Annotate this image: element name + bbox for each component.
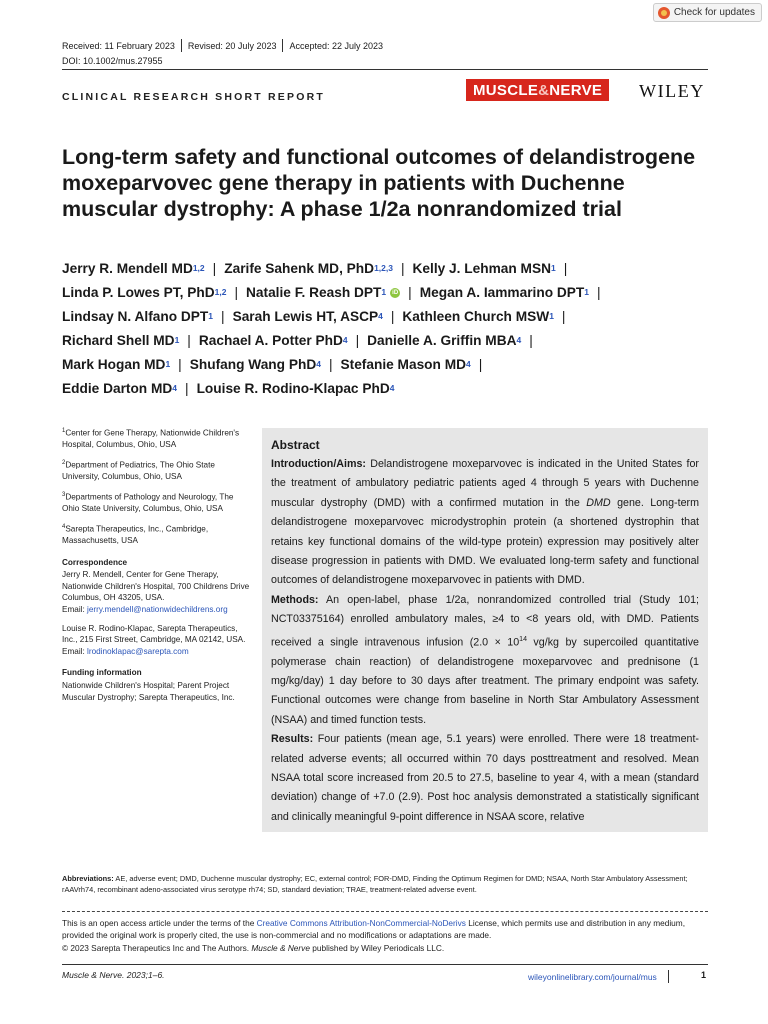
author-separator: | (478, 357, 483, 372)
citation: Muscle & Nerve. 2023;1–6. (62, 970, 165, 980)
author-separator: | (234, 285, 239, 300)
author-separator: | (328, 357, 333, 372)
author[interactable]: Kathleen Church MSW (402, 309, 550, 324)
journal-logo-part: MUSCLE (473, 81, 539, 99)
affiliation (62, 522, 252, 547)
affiliations-sidebar (62, 426, 252, 710)
author-separator: | (178, 357, 182, 372)
check-for-updates-label: Check for updates (673, 7, 755, 18)
author-separator: | (355, 333, 360, 348)
affiliation-ref[interactable]: 4 (466, 359, 471, 369)
affiliation-ref[interactable]: 1 (381, 287, 387, 297)
author-separator: | (563, 261, 568, 276)
email-link[interactable]: lrodinoklapac@sarepta.com (87, 646, 189, 656)
affiliation-ref[interactable]: 1 (208, 311, 213, 321)
footer-rule (62, 964, 708, 965)
abstract-section-label: Methods: (271, 593, 319, 606)
affiliation-number: 3 (62, 491, 66, 498)
author[interactable]: Richard Shell MD (62, 333, 175, 348)
email-label: Email: (62, 646, 88, 656)
author[interactable]: Natalie F. Reash DPT (246, 285, 382, 300)
correspondence-entry (62, 623, 252, 658)
author[interactable]: Mark Hogan MD (62, 357, 166, 372)
author-list (62, 257, 722, 401)
correspondence-address: Louise R. Rodino-Klapac, Sarepta Therapeutics, Inc., 215 First Street, Cambridge, MA 02142, USA. (62, 623, 246, 645)
author[interactable]: Jerry R. Mendell MD (62, 261, 193, 276)
journal-logo-part: NERVE (549, 81, 603, 99)
orcid-icon[interactable]: iD (392, 290, 399, 297)
abstract-section-label: Results: (271, 733, 314, 746)
author-separator: | (185, 381, 189, 396)
journal-logo[interactable] (466, 79, 609, 101)
abbreviations (62, 873, 708, 896)
author[interactable]: Danielle A. Griffin MBA (367, 333, 517, 348)
affiliation-text: Department of Pediatrics, The Ohio State University, Columbus, Ohio, USA (62, 460, 215, 482)
author[interactable]: Louise R. Rodino-Klapac PhD (196, 381, 390, 396)
affiliation-ref[interactable]: 1,2 (192, 263, 205, 273)
check-for-updates-button[interactable] (653, 3, 762, 22)
author-separator: | (221, 309, 225, 324)
affiliation-ref[interactable]: 1,2 (214, 287, 227, 297)
author[interactable]: Lindsay N. Alfano DPT (62, 309, 209, 324)
affiliation-ref[interactable]: 1 (165, 359, 171, 369)
journal-name: Muscle & Nerve (251, 942, 310, 953)
author[interactable]: Kelly J. Lehman MSN (412, 261, 551, 276)
revised-date: Revised: 20 July 2023 (187, 40, 277, 51)
affiliation-ref[interactable]: 1 (584, 287, 589, 297)
affiliation-ref[interactable]: 1 (174, 335, 180, 345)
affiliation-ref[interactable]: 1 (550, 263, 556, 273)
affiliation-ref[interactable]: 1,2,3 (374, 263, 393, 273)
received-date: Received: 11 February 2023 (62, 40, 175, 51)
author-separator: | (390, 309, 395, 324)
author[interactable]: Sarah Lewis HT, ASCP (232, 309, 379, 324)
abstract-gene-name: DMD (586, 496, 611, 509)
abstract-heading: Abstract (271, 438, 320, 452)
correspondence-entry (62, 569, 252, 615)
license-text: This is an open access article under the terms of the (62, 918, 257, 928)
author-separator: | (596, 285, 601, 300)
correspondence-address: Jerry R. Mendell, Center for Gene Therapy, Nationwide Children's Hospital, 700 Childrens Drive Columbus, OH 43205, USA. (62, 570, 250, 603)
correspondence-heading: Correspondence (62, 557, 128, 567)
author-separator: | (408, 285, 412, 300)
journal-url-wrap (528, 970, 669, 983)
email-link[interactable]: jerry.mendell@nationwidechildrens.org (87, 605, 228, 615)
journal-url[interactable]: wileyonlinelibrary.com/journal/mus (528, 971, 657, 982)
open-access-notice (62, 917, 708, 954)
abstract-text: Delandistrogene moxeparvovec is indicated in the United States for the treatment of ambulatory pediatric patients aged 4 through 5 years with Duchenne muscular dystrophy (DMD) with a confirmed mutation in the (271, 458, 699, 509)
page-number: 1 (701, 970, 707, 980)
article-dates (62, 39, 383, 52)
abstract-box (262, 428, 708, 832)
affiliation-ref[interactable]: 4 (172, 383, 177, 393)
abbreviations-text: AE, adverse event; DMD, Duchenne muscular dystrophy; EC, external control; FOR-DMD, Finding the Optimum Regimen for DMD; NSAA, North Star Ambulatory Assessment; rAAVrh74, recombinant adeno-associated virus serotype rh74; SD, standard deviation; TRAE, treatment-related adverse event. (62, 874, 688, 895)
abbreviations-label: Abbreviations: (62, 874, 114, 883)
copyright-text: published by Wiley Periodicals LLC. (309, 942, 445, 953)
author[interactable]: Shufang Wang PhD (189, 357, 317, 372)
affiliation-ref[interactable]: 4 (389, 383, 395, 393)
affiliation-ref[interactable]: 4 (378, 311, 383, 321)
abstract-results (271, 730, 699, 827)
crossmark-icon (658, 7, 670, 19)
abstract-text: vg/kg by supercoiled quantitative polymerase chain reaction) of delandistrogene moxeparvovec and prednisone (1 mg/kg/day) 1 day before to 30 days after treatment. The primary endpoint was safety. Functional outcomes were change from baseline in North Star Ambulatory Assessment (NSAA) and timed function tests. (271, 636, 699, 726)
affiliation-text: Departments of Pathology and Neurology, The Ohio State University, Columbus, Ohio, USA (62, 492, 234, 514)
author[interactable]: Rachael A. Potter PhD (198, 333, 343, 348)
author[interactable]: Stefanie Mason MD (340, 357, 466, 372)
abstract-section-label: Introduction/Aims: (271, 458, 366, 470)
author[interactable]: Megan A. Iammarino DPT (419, 285, 585, 300)
date-divider (282, 39, 283, 52)
journal-logo-amp: & (538, 81, 550, 99)
dashed-divider (62, 911, 708, 912)
author[interactable]: Zarife Sahenk MD, PhD (224, 261, 375, 276)
email-label: Email: (62, 605, 88, 615)
abstract-text: Four patients (mean age, 5.1 years) were enrolled. There were 18 treatment-related adverse events; all occurred within 70 days posttreatment and resolved. Mean NSAA total score increased from 20.5 to 27.5, baseline to year 4, with a mean (standard deviation) change of +7.0 (2.9). Post hoc analysis demonstrated a statistically significant and clinically meaningful 9-point difference in NSAA score, relative (271, 733, 699, 823)
author-separator: | (187, 333, 191, 348)
exponent: 14 (519, 635, 527, 643)
funding-text: Nationwide Children's Hospital; Parent Project Muscular Dystrophy; Sarepta Therapeutics, Inc. (62, 681, 235, 702)
license-text: License, which permits use and distribution in any medium, provided the original work is properly cited, the use is non-commercial and no modifications or adaptations are made. (62, 918, 686, 941)
affiliation-number: 4 (62, 523, 66, 530)
affiliation (62, 426, 252, 451)
affiliation-text: Center for Gene Therapy, Nationwide Children's Hospital, Columbus, Ohio, USA (62, 428, 240, 450)
affiliation-ref[interactable]: 1 (549, 311, 554, 321)
funding-heading: Funding information (62, 668, 142, 678)
author[interactable]: Eddie Darton MD (62, 381, 173, 396)
article-title: Long-term safety and functional outcomes of delandistrogene moxeparvovec gene therapy in patients with Duchenne muscular dystrophy: A phase 1/2a nonrandomized trial (62, 145, 696, 221)
abstract-methods (271, 591, 699, 730)
license-link[interactable]: Creative Commons Attribution-NonCommercial-NoDerivs (256, 918, 466, 928)
affiliation (62, 490, 252, 515)
publisher-logo[interactable]: WILEY (639, 81, 705, 101)
accepted-date: Accepted: 22 July 2023 (289, 40, 384, 51)
abstract-introduction (271, 455, 699, 591)
abstract-text: An open-label, phase 1/2a, nonrandomized controlled trial (Study 101; NCT03375164) enrolled ambulatory males, ≥4 to <8 years old, with DMD. Patients received a single intravenous infusion (2.0 × 10 (271, 593, 699, 649)
doi[interactable]: DOI: 10.1002/mus.27955 (62, 56, 163, 66)
header-rule (62, 69, 708, 70)
abstract-text: gene. Long-term delandistrogene moxeparvovec microdystrophin protein (a shortened dystrophin that retains key functional domains of the wild-type protein) expression may positively alter disease progression in patients with DMD. We evaluated long-term safety and functional outcomes of delandistrogene moxeparvovec in patients with DMD. (271, 496, 699, 587)
author-separator: | (529, 333, 533, 348)
author-separator: | (212, 261, 217, 276)
affiliation-text: Sarepta Therapeutics, Inc., Cambridge, Massachusetts, USA (62, 524, 209, 546)
article-type-label: CLINICAL RESEARCH SHORT REPORT (62, 91, 325, 103)
affiliation-ref[interactable]: 4 (342, 335, 348, 345)
author[interactable]: Linda P. Lowes PT, PhD (62, 285, 215, 300)
affiliation-ref[interactable]: 4 (316, 359, 321, 369)
author-separator: | (561, 309, 566, 324)
copyright-text: © 2023 Sarepta Therapeutics Inc and The Authors. (62, 942, 252, 953)
affiliation (62, 458, 252, 483)
affiliation-ref[interactable]: 4 (516, 335, 522, 345)
affiliation-number: 2 (62, 459, 66, 466)
affiliation-number: 1 (62, 428, 66, 434)
date-divider (181, 39, 182, 52)
author-separator: | (400, 261, 405, 276)
footer-divider (668, 970, 669, 983)
